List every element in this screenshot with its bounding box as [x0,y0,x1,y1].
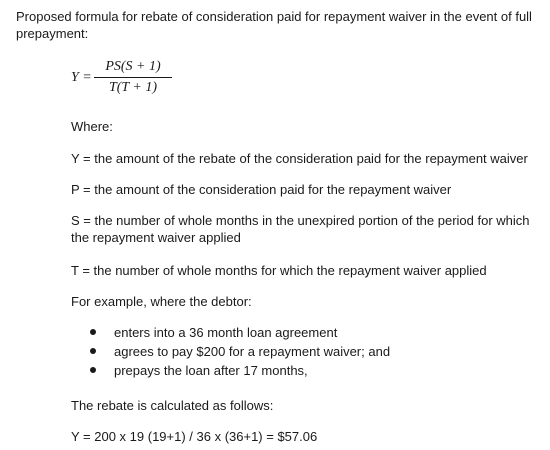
formula-lhs: Y = [71,70,92,85]
intro-paragraph: Proposed formula for rebate of consideration paid for repayment waiver in the event of full prepayment: [16,9,532,41]
fraction-bar [94,77,172,78]
example-list [90,323,390,380]
list-item-text: prepays the loan after 17 months, [114,363,308,378]
list-item-text: enters into a 36 month loan agreement [114,325,338,340]
list-item-text: agrees to pay $200 for a repayment waiver; and [114,344,391,359]
list-item [90,361,390,380]
definition-t: T = the number of whole months for which the repayment waiver applied [71,263,487,278]
bullet-icon [90,348,96,354]
formula-fraction [94,58,172,97]
formula-numerator: PS(S + 1) [105,59,161,74]
definition-y: Y = the amount of the rebate of the consideration paid for the repayment waiver [71,151,528,166]
definition-p: P = the amount of the consideration paid for the repayment waiver [71,182,452,197]
definition-s: S = the number of whole months in the unexpired portion of the period for which the repayment waiver applied [71,213,530,245]
where-label: Where: [71,119,113,134]
bullet-icon [90,367,96,373]
calc-result: Y = 200 x 19 (19+1) / 36 x (36+1) = $57.06 [71,429,318,444]
list-item [90,323,390,342]
example-label: For example, where the debtor: [71,294,252,309]
formula-denominator: T(T + 1) [108,80,158,95]
list-item [90,342,390,361]
bullet-icon [90,329,96,335]
calc-label: The rebate is calculated as follows: [71,398,274,413]
